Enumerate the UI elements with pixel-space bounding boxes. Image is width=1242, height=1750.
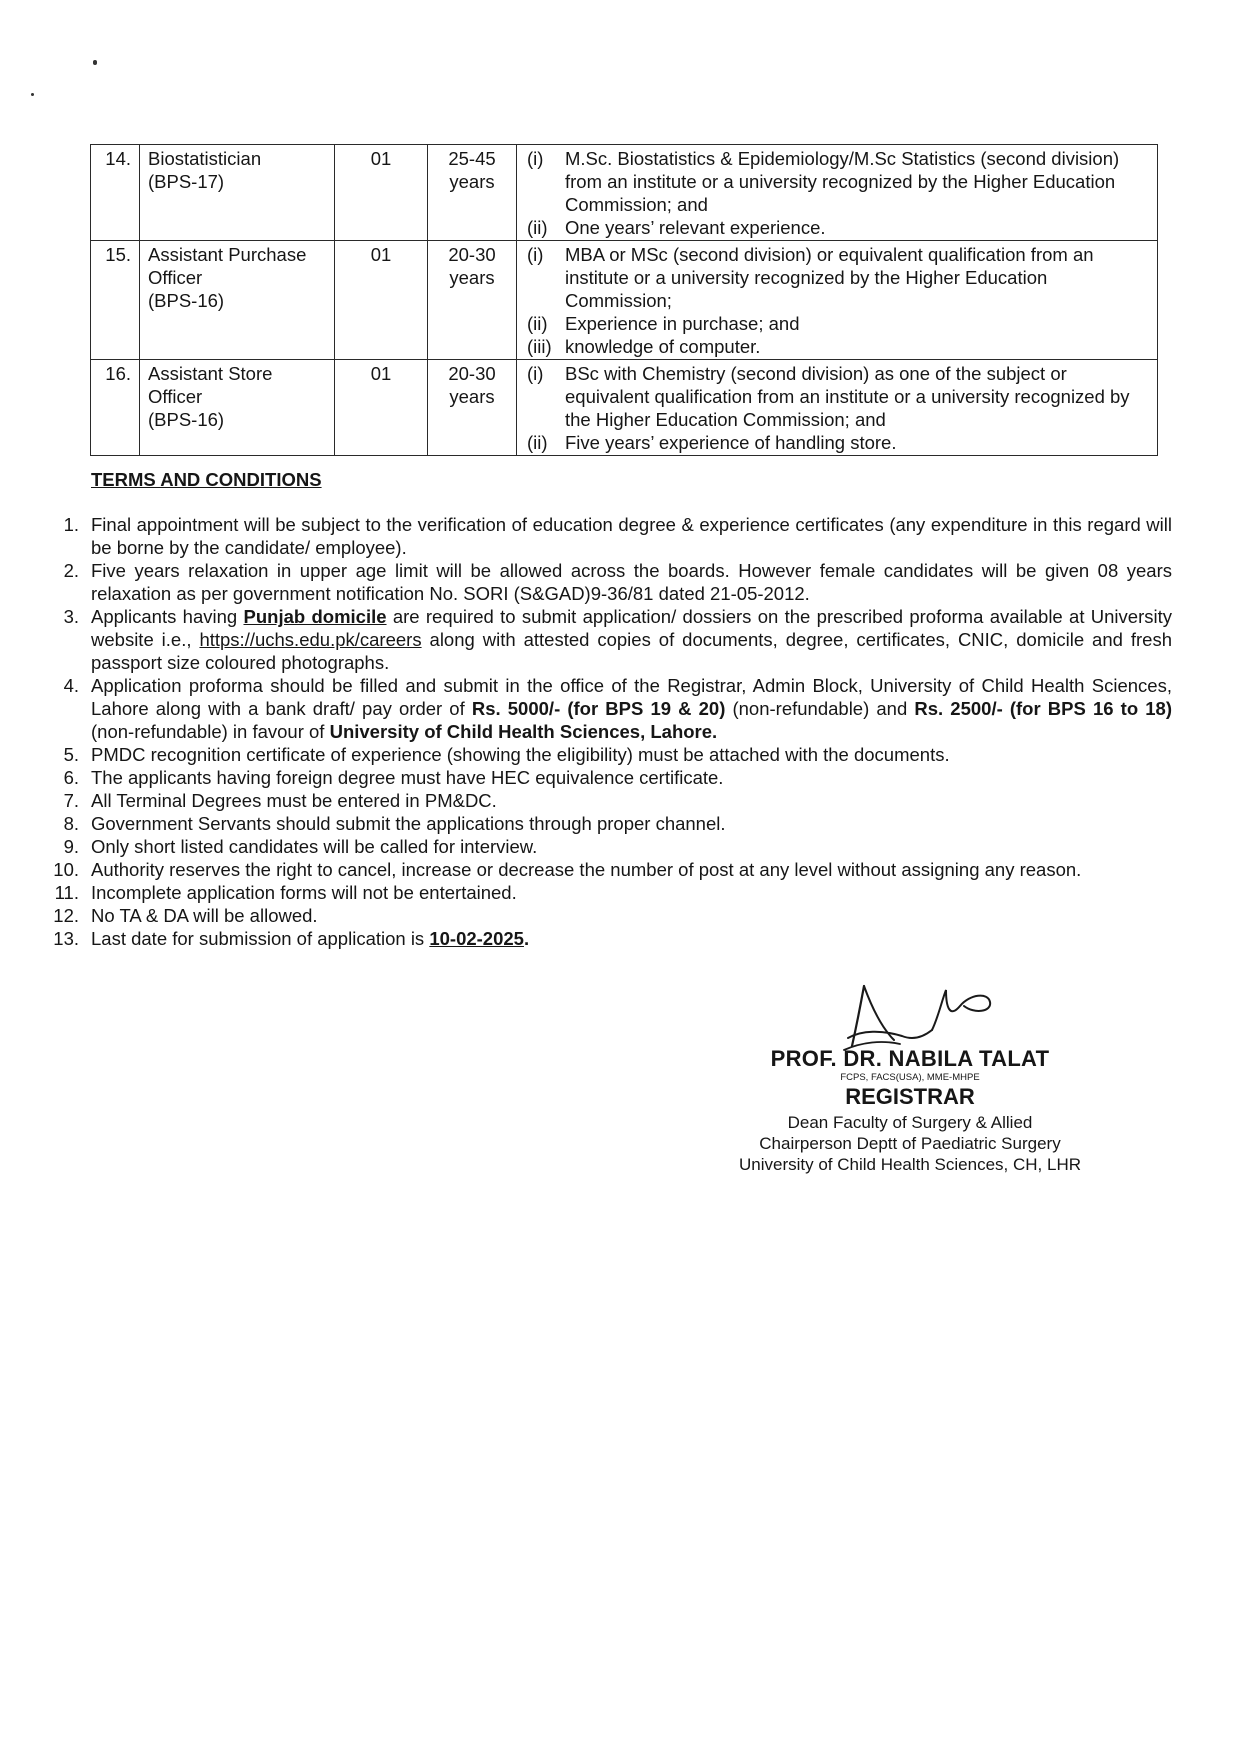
post-name: Assistant Store Officer (BPS-16) bbox=[140, 360, 335, 456]
qualification-item: (i) BSc with Chemistry (second division) as one of the subject or equivalent qualification from an institute or a university recognized by the Higher Education Commission; and bbox=[527, 363, 1130, 430]
list-item: 3. Applicants having Punjab domicile are required to submit application/ dossiers on the prescribed proforma available at University website i.e., https://uchs.edu.pk/careers along with attested copies of documents, degree, certificates, CNIC, domicile and fresh passport size coloured photographs. bbox=[63, 606, 1172, 673]
terms-list bbox=[44, 513, 1172, 950]
list-item: 12. No TA & DA will be allowed. bbox=[53, 905, 318, 926]
signatory-designation: University of Child Health Sciences, CH, LHR bbox=[738, 1155, 1081, 1174]
serial-number: 14. bbox=[91, 145, 140, 241]
signature-block bbox=[700, 1046, 1120, 1175]
table-row bbox=[91, 360, 1158, 456]
post-name: Biostatistician (BPS-17) bbox=[140, 145, 335, 241]
number-of-posts: 01 bbox=[335, 145, 428, 241]
careers-link[interactable]: https://uchs.edu.pk/careers bbox=[199, 629, 422, 650]
fee-emphasis: Rs. 2500/- (for BPS 16 to 18) bbox=[914, 698, 1172, 719]
signatory-designation: Chairperson Deptt of Paediatric Surgery bbox=[759, 1134, 1061, 1153]
scan-speck bbox=[31, 93, 34, 96]
posts-table bbox=[90, 144, 1158, 456]
list-item: 5. PMDC recognition certificate of experience (showing the eligibility) must be attached with the documents. bbox=[63, 744, 950, 765]
qualification-cell bbox=[517, 241, 1158, 360]
list-item: 8. Government Servants should submit the applications through proper channel. bbox=[63, 813, 726, 834]
number-of-posts: 01 bbox=[335, 241, 428, 360]
list-item: 6. The applicants having foreign degree must have HEC equivalence certificate. bbox=[63, 767, 724, 788]
list-item: 10. Authority reserves the right to cancel, increase or decrease the number of post at any level without assigning any reason. bbox=[53, 859, 1082, 880]
qualification-item: (ii) Five years’ experience of handling store. bbox=[527, 432, 897, 453]
list-item: 4. Application proforma should be filled and submit in the office of the Registrar, Admin Block, University of Child Health Sciences, Lahore along with a bank draft/ pay order of Rs. 5000/- (for BPS 19 & 20) (non-refundable) and Rs. 2500/- (for BPS 16 to 18) (non-refundable) in favour of University of Child Health Sciences, Lahore. bbox=[63, 675, 1172, 742]
serial-number: 16. bbox=[91, 360, 140, 456]
list-item: 11. Incomplete application forms will not be entertained. bbox=[54, 882, 517, 903]
list-item: 1. Final appointment will be subject to the verification of education degree & experience certificates (any expenditure in this regard will be borne by the candidate/ employee). bbox=[63, 514, 1172, 558]
age-limit: 20-30 years bbox=[428, 241, 517, 360]
list-item: 7. All Terminal Degrees must be entered in PM&DC. bbox=[63, 790, 497, 811]
qualification-item: (ii) One years’ relevant experience. bbox=[527, 217, 826, 238]
last-date: 10-02-2025 bbox=[429, 928, 524, 949]
post-name: Assistant Purchase Officer (BPS-16) bbox=[140, 241, 335, 360]
table-row bbox=[91, 145, 1158, 241]
qualification-item: (iii) knowledge of computer. bbox=[527, 336, 761, 357]
table-row bbox=[91, 241, 1158, 360]
number-of-posts: 01 bbox=[335, 360, 428, 456]
list-item: 9. Only short listed candidates will be called for interview. bbox=[63, 836, 538, 857]
university-name: University of Child Health Sciences, Lahore. bbox=[329, 721, 718, 742]
list-item: 13. Last date for submission of application is 10-02-2025. bbox=[53, 928, 530, 949]
signatory-name: PROF. DR. NABILA TALAT bbox=[770, 1046, 1050, 1071]
qualification-cell bbox=[517, 360, 1158, 456]
signatory-credentials: FCPS, FACS(USA), MME-MHPE bbox=[840, 1072, 980, 1083]
qualification-item: (i) M.Sc. Biostatistics & Epidemiology/M.Sc Statistics (second division) from an institute or a university recognized by the Higher Education Commission; and bbox=[527, 148, 1120, 215]
domicile-emphasis: Punjab domicile bbox=[243, 606, 387, 627]
signatory-designation: Dean Faculty of Surgery & Allied bbox=[787, 1113, 1033, 1132]
serial-number: 15. bbox=[91, 241, 140, 360]
qualification-item: (i) MBA or MSc (second division) or equivalent qualification from an institute or a university recognized by the Higher Education Commission; bbox=[527, 244, 1094, 311]
qualification-cell bbox=[517, 145, 1158, 241]
list-item: 2. Five years relaxation in upper age limit will be allowed across the boards. However female candidates will be given 08 years relaxation as per government notification No. SORI (S&GAD)9-36/81 dated 21-05-2012. bbox=[63, 560, 1172, 604]
signatory-title: REGISTRAR bbox=[845, 1084, 975, 1109]
age-limit: 20-30 years bbox=[428, 360, 517, 456]
fee-emphasis: Rs. 5000/- (for BPS 19 & 20) bbox=[471, 698, 726, 719]
qualification-item: (ii) Experience in purchase; and bbox=[527, 313, 800, 334]
scan-speck bbox=[93, 60, 97, 65]
age-limit: 25-45 years bbox=[428, 145, 517, 241]
terms-heading: TERMS AND CONDITIONS bbox=[91, 469, 322, 490]
